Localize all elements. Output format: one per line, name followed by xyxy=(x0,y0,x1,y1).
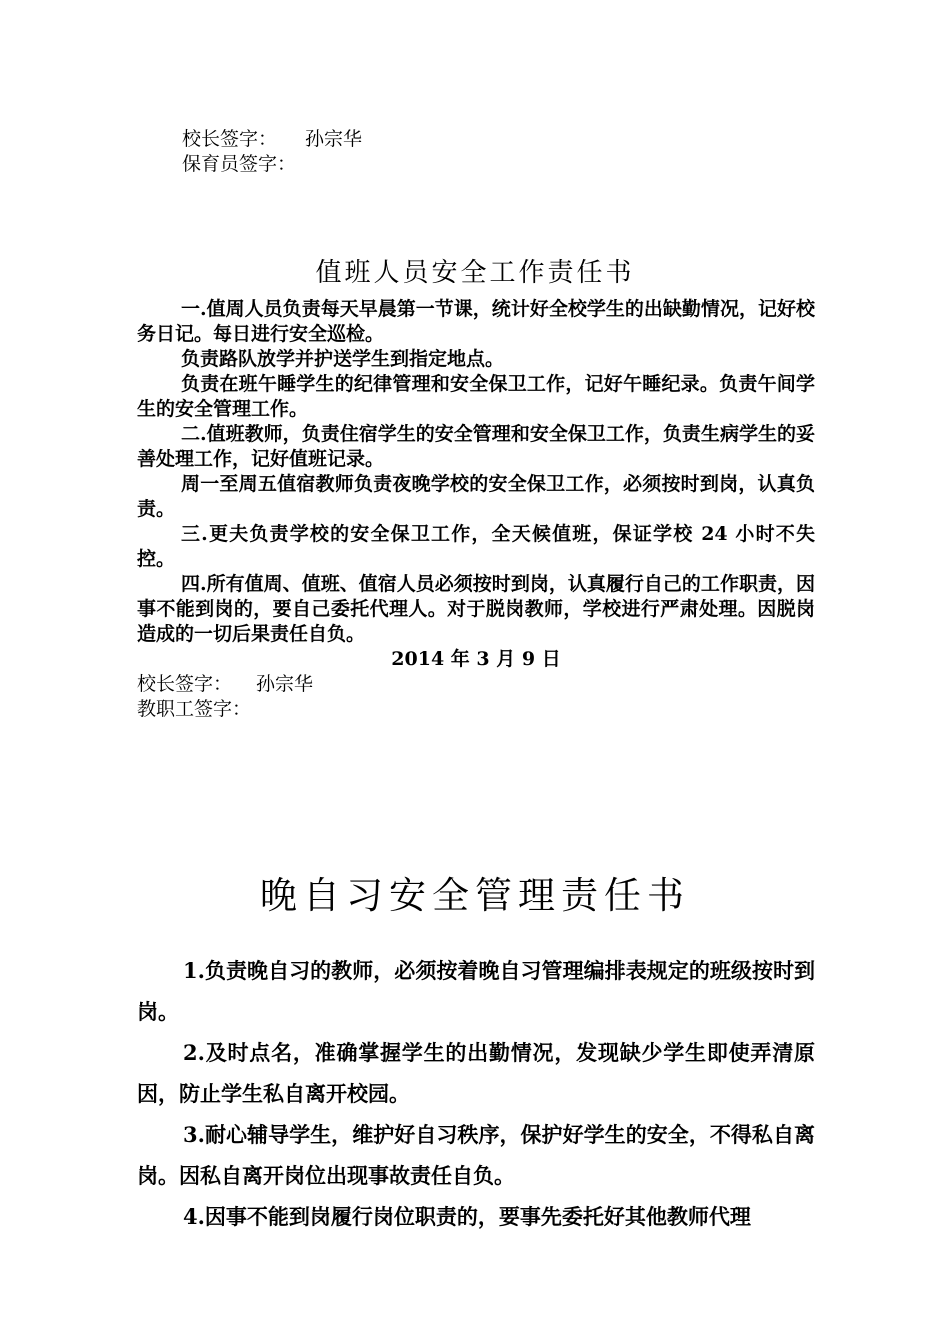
duty-paragraph: 四.所有值周、值班、值宿人员必须按时到岗，认真履行自己的工作职责，因事不能到岗的，要自己委托代理人。对于脱岗教师，学校进行严肃处理。因脱岗造成的一切后果责任自负。 xyxy=(137,573,815,645)
duty-paragraph: 周一至周五值宿教师负责夜晚学校的安全保卫工作，必须按时到岗，认真负责。 xyxy=(137,473,815,520)
duty-principal-label: 校长签字： xyxy=(137,673,233,695)
duty-section-title: 值班人员安全工作责任书 xyxy=(315,258,635,288)
duty-paragraph: 负责路队放学并护送学生到指定地点。 xyxy=(181,348,505,370)
principal-name: 孙宗华 xyxy=(305,128,363,150)
evening-paragraph: 2.及时点名，准确掌握学生的出勤情况，发现缺少学生即使弄清原因，防止学生私自离开校园。 xyxy=(137,1040,815,1106)
principal-signature-label: 校长签字： xyxy=(182,128,278,150)
nurse-signature-label: 保育员签字： xyxy=(182,153,297,175)
duty-paragraph: 二.值班教师，负责住宿学生的安全管理和安全保卫工作，负责生病学生的妥善处理工作，记好值班记录。 xyxy=(137,423,815,470)
duty-principal-signature-line xyxy=(137,672,815,697)
evening-paragraph: 3.耐心辅导学生，维护好自习秩序，保护好学生的安全，不得私自离岗。因私自离开岗位出现事故责任自负。 xyxy=(137,1122,815,1188)
evening-paragraph: 1.负责晚自习的教师，必须按着晚自习管理编排表规定的班级按时到岗。 xyxy=(137,958,815,1024)
evening-paragraph: 4.因事不能到岗履行岗位职责的，要事先委托好其他教师代理 xyxy=(183,1204,751,1229)
staff-signature-line xyxy=(137,697,815,722)
document-date: 2014 年 3 月 9 日 xyxy=(391,648,561,670)
evening-section-title: 晚自习安全管理责任书 xyxy=(260,874,690,917)
principal-signature-line xyxy=(182,126,362,152)
nurse-signature-line xyxy=(182,151,296,177)
duty-paragraph: 三.更夫负责学校的安全保卫工作，全天候值班，保证学校 24 小时不失控。 xyxy=(137,523,815,570)
evening-section-body xyxy=(137,950,815,1237)
duty-paragraph: 负责在班午睡学生的纪律管理和安全保卫工作，记好午睡纪录。负责午间学生的安全管理工作。 xyxy=(137,373,815,420)
duty-paragraph: 一.值周人员负责每天早晨第一节课，统计好全校学生的出缺勤情况，记好校务日记。每日进行安全巡检。 xyxy=(137,298,815,345)
staff-signature-label: 教职工签字： xyxy=(137,698,252,720)
duty-section-body xyxy=(137,297,815,722)
duty-principal-name: 孙宗华 xyxy=(256,673,314,695)
